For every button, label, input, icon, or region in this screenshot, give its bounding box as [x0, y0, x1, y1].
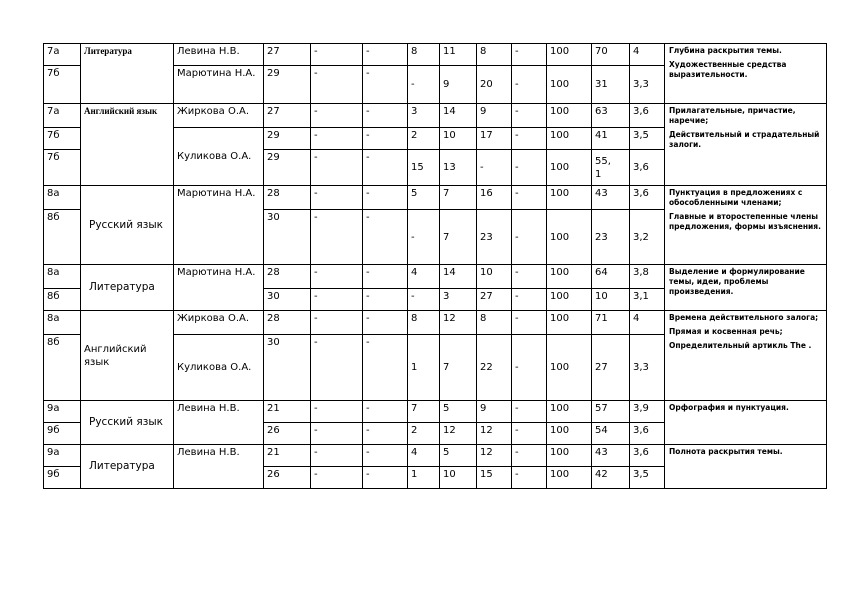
- average-cell: 4: [630, 311, 665, 335]
- count-cell: -: [363, 423, 408, 445]
- percent-cell: 100: [547, 186, 592, 210]
- count-cell: 9: [477, 401, 512, 423]
- count-cell: 8: [408, 311, 440, 335]
- teacher-cell: Жиркова О.А.: [174, 104, 264, 128]
- teacher-cell: Марютина Н.А.: [174, 265, 264, 311]
- total-cell: 28: [264, 311, 311, 335]
- count-cell: 7: [440, 186, 477, 210]
- percent-cell: 55, 1: [592, 150, 630, 186]
- subject-cell: Английский язык: [81, 311, 174, 401]
- count-cell: -: [512, 445, 547, 467]
- count-cell: -: [512, 335, 547, 401]
- average-cell: 3,6: [630, 423, 665, 445]
- count-cell: 22: [477, 335, 512, 401]
- count-cell: 3: [408, 104, 440, 128]
- topic-item: Прямая и косвенная речь;: [669, 327, 783, 336]
- average-cell: 3,6: [630, 150, 665, 186]
- percent-cell: 27: [592, 335, 630, 401]
- total-cell: 29: [264, 150, 311, 186]
- grade-cell: 9а: [44, 401, 81, 423]
- total-cell: 21: [264, 401, 311, 423]
- count-cell: -: [311, 401, 363, 423]
- count-cell: 20: [477, 66, 512, 104]
- grade-cell: 7б: [44, 150, 81, 186]
- count-cell: 5: [440, 445, 477, 467]
- percent-cell: 100: [547, 335, 592, 401]
- percent-cell: 31: [592, 66, 630, 104]
- count-cell: -: [311, 66, 363, 104]
- count-cell: 12: [440, 423, 477, 445]
- table-row: [44, 401, 827, 423]
- grade-cell: 7а: [44, 44, 81, 66]
- average-cell: 3,6: [630, 186, 665, 210]
- grade-cell: 8б: [44, 335, 81, 401]
- count-cell: -: [512, 311, 547, 335]
- count-cell: -: [363, 335, 408, 401]
- topic-item: Орфография и пунктуация.: [669, 403, 789, 412]
- count-cell: 27: [477, 289, 512, 311]
- count-cell: -: [311, 265, 363, 289]
- grade-cell: 8а: [44, 311, 81, 335]
- total-cell: 27: [264, 104, 311, 128]
- percent-cell: 57: [592, 401, 630, 423]
- count-cell: 8: [477, 44, 512, 66]
- topic-cell: [665, 311, 827, 401]
- count-cell: -: [311, 104, 363, 128]
- count-cell: 8: [477, 311, 512, 335]
- count-cell: 9: [440, 66, 477, 104]
- topic-cell: [665, 401, 827, 445]
- table-row: [44, 445, 827, 467]
- count-cell: -: [512, 423, 547, 445]
- average-cell: 3,5: [630, 128, 665, 150]
- average-cell: 3,8: [630, 265, 665, 289]
- table-row: [44, 44, 827, 66]
- grade-cell: 7б: [44, 128, 81, 150]
- percent-cell: 70: [592, 44, 630, 66]
- teacher-cell: Куликова О.А.: [174, 128, 264, 186]
- average-cell: 3,6: [630, 445, 665, 467]
- count-cell: 2: [408, 128, 440, 150]
- percent-cell: 100: [547, 445, 592, 467]
- teacher-cell: Левина Н.В.: [174, 401, 264, 445]
- percent-cell: 100: [547, 128, 592, 150]
- count-cell: -: [512, 150, 547, 186]
- count-cell: 10: [440, 128, 477, 150]
- count-cell: 12: [477, 445, 512, 467]
- percent-cell: 42: [592, 467, 630, 489]
- topic-item: Главные и второстепенные члены предложения, формы изъяснения.: [669, 212, 821, 231]
- total-cell: 28: [264, 265, 311, 289]
- average-cell: 3,9: [630, 401, 665, 423]
- grade-cell: 8а: [44, 186, 81, 210]
- table-row: [44, 104, 827, 128]
- count-cell: -: [512, 210, 547, 265]
- count-cell: -: [311, 335, 363, 401]
- total-cell: 29: [264, 66, 311, 104]
- teacher-cell: Левина Н.В.: [174, 445, 264, 489]
- topic-item: Определительный артикль The .: [669, 341, 812, 350]
- percent-cell: 100: [547, 104, 592, 128]
- count-cell: -: [512, 467, 547, 489]
- average-cell: 3,1: [630, 289, 665, 311]
- grade-cell: 9б: [44, 467, 81, 489]
- average-cell: 3,6: [630, 104, 665, 128]
- count-cell: -: [363, 265, 408, 289]
- count-cell: 5: [408, 186, 440, 210]
- count-cell: -: [363, 128, 408, 150]
- topic-cell: [665, 186, 827, 265]
- topic-item: Времена действительного залога;: [669, 313, 819, 322]
- count-cell: -: [512, 66, 547, 104]
- percent-cell: 100: [547, 66, 592, 104]
- count-cell: -: [408, 66, 440, 104]
- total-cell: 29: [264, 128, 311, 150]
- percent-cell: 64: [592, 265, 630, 289]
- percent-cell: 100: [547, 44, 592, 66]
- percent-cell: 100: [547, 467, 592, 489]
- topic-cell: [665, 445, 827, 489]
- count-cell: -: [311, 150, 363, 186]
- average-cell: 4: [630, 44, 665, 66]
- count-cell: -: [363, 104, 408, 128]
- grade-cell: 8а: [44, 265, 81, 289]
- count-cell: 7: [440, 210, 477, 265]
- count-cell: 4: [408, 265, 440, 289]
- percent-cell: 23: [592, 210, 630, 265]
- count-cell: -: [408, 289, 440, 311]
- grade-cell: 9а: [44, 445, 81, 467]
- count-cell: 3: [440, 289, 477, 311]
- subject-cell: Русский язык: [81, 401, 174, 445]
- count-cell: -: [363, 44, 408, 66]
- count-cell: 17: [477, 128, 512, 150]
- count-cell: 14: [440, 265, 477, 289]
- grade-cell: 8б: [44, 210, 81, 265]
- teacher-cell: Марютина Н.А.: [174, 66, 264, 104]
- count-cell: 10: [477, 265, 512, 289]
- count-cell: -: [311, 289, 363, 311]
- count-cell: 7: [408, 401, 440, 423]
- count-cell: -: [311, 311, 363, 335]
- count-cell: -: [512, 104, 547, 128]
- topic-cell: [665, 104, 827, 186]
- grade-cell: 8б: [44, 289, 81, 311]
- count-cell: 13: [440, 150, 477, 186]
- total-cell: 30: [264, 335, 311, 401]
- teacher-cell: Марютина Н.А.: [174, 186, 264, 265]
- count-cell: 15: [477, 467, 512, 489]
- count-cell: -: [477, 150, 512, 186]
- count-cell: -: [363, 66, 408, 104]
- count-cell: -: [363, 289, 408, 311]
- subject-cell: Литература: [81, 44, 174, 104]
- subject-cell: Литература: [81, 265, 174, 311]
- percent-cell: 100: [547, 265, 592, 289]
- total-cell: 28: [264, 186, 311, 210]
- topic-cell: [665, 44, 827, 104]
- count-cell: -: [512, 289, 547, 311]
- count-cell: -: [311, 423, 363, 445]
- average-cell: 3,3: [630, 335, 665, 401]
- grade-cell: 9б: [44, 423, 81, 445]
- count-cell: -: [363, 445, 408, 467]
- teacher-cell: Куликова О.А.: [174, 335, 264, 401]
- count-cell: -: [363, 401, 408, 423]
- topic-item: Прилагательные, причастие, наречие;: [669, 106, 796, 125]
- count-cell: 10: [440, 467, 477, 489]
- grade-cell: 7б: [44, 66, 81, 104]
- count-cell: -: [512, 44, 547, 66]
- total-cell: 21: [264, 445, 311, 467]
- count-cell: 1: [408, 335, 440, 401]
- total-cell: 30: [264, 210, 311, 265]
- count-cell: -: [363, 210, 408, 265]
- topic-cell: [665, 265, 827, 311]
- count-cell: 2: [408, 423, 440, 445]
- count-cell: -: [512, 128, 547, 150]
- total-cell: 26: [264, 467, 311, 489]
- teacher-cell: Левина Н.В.: [174, 44, 264, 66]
- table-row: [44, 186, 827, 210]
- count-cell: -: [363, 467, 408, 489]
- count-cell: 12: [477, 423, 512, 445]
- count-cell: 7: [440, 335, 477, 401]
- table-row: [44, 311, 827, 335]
- count-cell: 9: [477, 104, 512, 128]
- total-cell: 27: [264, 44, 311, 66]
- percent-cell: 100: [547, 210, 592, 265]
- count-cell: -: [512, 401, 547, 423]
- average-cell: 3,3: [630, 66, 665, 104]
- count-cell: -: [363, 150, 408, 186]
- subject-cell: Литература: [81, 445, 174, 489]
- percent-cell: 10: [592, 289, 630, 311]
- total-cell: 30: [264, 289, 311, 311]
- count-cell: -: [311, 128, 363, 150]
- table-row: [44, 265, 827, 289]
- topic-item: Выделение и формулирование темы, идеи, проблемы произведения.: [669, 267, 805, 296]
- count-cell: -: [311, 186, 363, 210]
- count-cell: -: [311, 445, 363, 467]
- percent-cell: 43: [592, 445, 630, 467]
- subject-cell: Английский язык: [81, 104, 174, 186]
- percent-cell: 100: [547, 401, 592, 423]
- subject-cell: Русский язык: [81, 186, 174, 265]
- count-cell: -: [363, 311, 408, 335]
- topic-item: Художественные средства выразительности.: [669, 60, 787, 79]
- topic-item: Действительный и страдательный залоги.: [669, 130, 820, 149]
- count-cell: -: [311, 210, 363, 265]
- count-cell: -: [311, 44, 363, 66]
- count-cell: 16: [477, 186, 512, 210]
- average-cell: 3,5: [630, 467, 665, 489]
- percent-cell: 100: [547, 150, 592, 186]
- count-cell: 12: [440, 311, 477, 335]
- count-cell: 11: [440, 44, 477, 66]
- count-cell: 1: [408, 467, 440, 489]
- count-cell: -: [311, 467, 363, 489]
- count-cell: 23: [477, 210, 512, 265]
- percent-cell: 63: [592, 104, 630, 128]
- percent-cell: 43: [592, 186, 630, 210]
- count-cell: -: [512, 265, 547, 289]
- percent-cell: 71: [592, 311, 630, 335]
- topic-item: Пунктуация в предложениях с обособленными членами;: [669, 188, 803, 207]
- total-cell: 26: [264, 423, 311, 445]
- grade-cell: 7а: [44, 104, 81, 128]
- count-cell: 5: [440, 401, 477, 423]
- average-cell: 3,2: [630, 210, 665, 265]
- count-cell: -: [512, 186, 547, 210]
- count-cell: 15: [408, 150, 440, 186]
- percent-cell: 100: [547, 423, 592, 445]
- results-table: [43, 43, 827, 489]
- teacher-cell: Жиркова О.А.: [174, 311, 264, 335]
- count-cell: 4: [408, 445, 440, 467]
- topic-item: Полнота раскрытия темы.: [669, 447, 783, 456]
- percent-cell: 54: [592, 423, 630, 445]
- count-cell: -: [363, 186, 408, 210]
- count-cell: 8: [408, 44, 440, 66]
- topic-item: Глубина раскрытия темы.: [669, 46, 782, 55]
- percent-cell: 41: [592, 128, 630, 150]
- percent-cell: 100: [547, 311, 592, 335]
- count-cell: 14: [440, 104, 477, 128]
- count-cell: -: [408, 210, 440, 265]
- percent-cell: 100: [547, 289, 592, 311]
